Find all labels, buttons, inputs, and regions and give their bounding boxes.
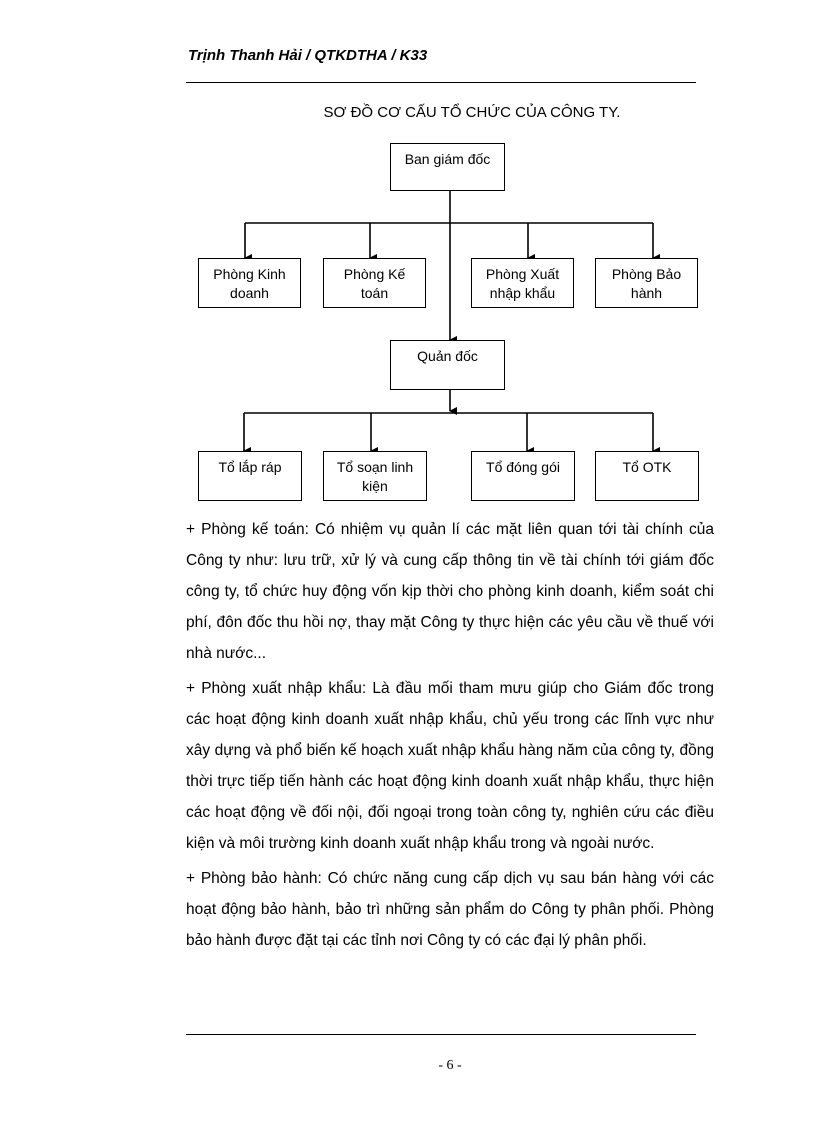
page-header: Trịnh Thanh Hải / QTKDTHA / K33 — [188, 47, 428, 64]
paragraph-accounting: + Phòng kế toán: Có nhiệm vụ quản lí các mặt liên quan tới tài chính của Công ty như: lưu trữ, xử lý và cung cấp thông tin về tài chính tới giám đốc công ty, tổ chức huy động vốn kịp thời cho phòng kinh doanh, kiểm soát chi phí, đôn đốc thu hồi nợ, thay mặt Công ty thực hiện các yêu cầu về thuế với nhà nước... — [186, 521, 714, 662]
page-number: - 6 - — [438, 1058, 462, 1073]
box-team-components: Tổ soạn linh kiện — [323, 451, 427, 501]
body-text — [186, 514, 714, 960]
box-workshop-manager: Quản đốc — [390, 340, 505, 390]
box-dept-accounting: Phòng Kế toán — [323, 258, 426, 308]
box-board-of-directors: Ban giám đốc — [390, 143, 505, 191]
box-dept-import-export: Phòng Xuất nhập khẩu — [471, 258, 574, 308]
box-team-otk: Tổ OTK — [595, 451, 699, 501]
paragraph-import-export: + Phòng xuất nhập khẩu: Là đầu mối tham mưu giúp cho Giám đốc trong các hoạt động kinh doanh xuất nhập khẩu, chủ yếu trong các lĩnh vực như xây dựng và phổ biến kế hoạch xuất nhập khẩu hàng năm của công ty, đồng thời trực tiếp tiến hành các hoạt động kinh doanh xuất nhập khẩu, thực hiện các hoạt động về đối nội, đối ngoại trong toàn công ty, nghiên cứu các điều kiện và môi trường kinh doanh xuất nhập khẩu trong và ngoài nước. — [186, 680, 714, 852]
box-dept-warranty: Phòng Bảo hành — [595, 258, 698, 308]
footer-rule — [186, 1034, 696, 1035]
box-team-assembly: Tổ lắp ráp — [198, 451, 302, 501]
box-team-packaging: Tổ đóng gói — [471, 451, 575, 501]
paragraph-warranty: + Phòng bảo hành: Có chức năng cung cấp dịch vụ sau bán hàng với các hoạt động bảo hành, bảo trì những sản phẩm do Công ty phân phối. Phòng bảo hành được đặt tại các tỉnh nơi Công ty có các đại lý phân phối. — [186, 870, 714, 949]
org-chart-title: SƠ ĐỒ CƠ CẤU TỔ CHỨC CỦA CÔNG TY. — [323, 104, 621, 121]
box-dept-sales: Phòng Kinh doanh — [198, 258, 301, 308]
